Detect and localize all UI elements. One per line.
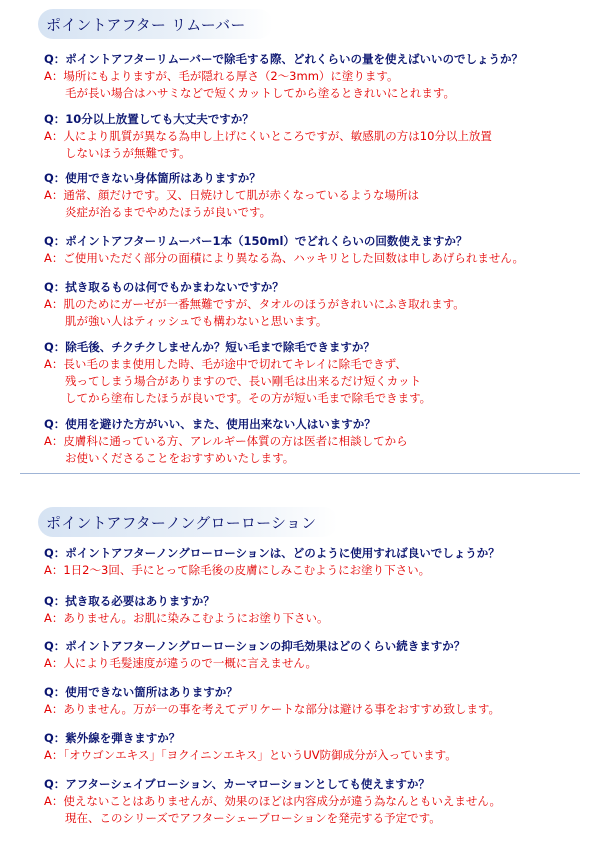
faq-question: Q：ポイントアフターリムーバー1本（150ml）でどれくらいの回数使えますか？ [44, 234, 468, 248]
faq-answer: A：肌のためにガーゼが一番無難ですが、タオルのほうがきれいにふき取れます。 [44, 297, 465, 311]
faq-item [44, 170, 584, 221]
faq-item [44, 416, 584, 467]
section-title-text: ポイントアフターノングローローション [46, 513, 317, 532]
faq-item [44, 279, 584, 330]
faq-item [44, 545, 584, 579]
faq-question: Q：ポイントアフターノングローローションは、どのように使用すれば良いでしょうか？ [44, 546, 500, 560]
faq-answer: A：使えないことはありませんが、効果のほどは内容成分が違う為なんともいえません。 [44, 794, 502, 808]
faq-item [44, 776, 584, 827]
faq-question: Q：使用できない身体箇所はありますか？ [44, 171, 261, 185]
faq-answer: A：場所にもよりますが、毛が隠れる厚さ（2～3mm）に塗ります。 [44, 69, 399, 83]
faq-item [44, 593, 584, 627]
faq-answer: 肌が強い人はティッシュでも構わないと思います。 [65, 314, 328, 328]
faq-answer: A：通常、顔だけです。又、日焼けして肌が赤くなっているような場所は [44, 188, 419, 202]
faq-answer: 現在、このシリーズでアフターシェーブローションを発売する予定です。 [65, 811, 441, 825]
faq-answer: A：人により肌質が異なる為申し上げにくいところですが、敏感肌の方は10分以上放置 [44, 129, 492, 143]
faq-question: Q：除毛後、チクチクしませんか？短い毛まで除毛できますか？ [44, 340, 375, 354]
faq-item [44, 638, 584, 672]
faq-answer: A：長い毛のまま使用した時、毛が途中で切れてキレイに除毛できず、 [44, 357, 407, 371]
faq-question: Q：使用を避けた方がいい、また、使用出来ない人はいますか？ [44, 417, 376, 431]
faq-answer: お使いくださることをおすすめいたします。 [65, 451, 295, 465]
faq-item [44, 111, 584, 162]
faq-answer: しないほうが無難です。 [65, 146, 191, 160]
faq-question: Q：拭き取る必要はありますか？ [44, 594, 215, 608]
faq-answer: A：1日2～3回、手にとって除毛後の皮膚にしみこむようにお塗り下さい。 [44, 563, 431, 577]
faq-answer: A：人により毛髪速度が違うので一概に言えません。 [44, 656, 318, 670]
faq-question: Q：アフターシェイブローション、カーマローションとしても使えますか？ [44, 777, 430, 791]
section-title-text: ポイントアフター リムーバー [46, 15, 246, 34]
faq-item [44, 51, 584, 102]
faq-answer: A：ありません。万が一の事を考えてデリケートな部分は避ける事をおすすめ致します。 [44, 702, 501, 716]
faq-question: Q：紫外線を弾きますか？ [44, 731, 181, 745]
faq-question: Q：ポイントアフターリムーバーで除毛する際、どれくらいの量を使えばいいのでしょうか？ [44, 52, 523, 66]
faq-item [44, 233, 584, 267]
section-title-lotion [38, 507, 338, 537]
faq-question: Q：ポイントアフターノングローローションの抑毛効果はどのくらい続きますか？ [44, 639, 466, 653]
faq-item [44, 684, 584, 718]
faq-answer: してから塗布したほうが良いです。その方が短い毛まで除毛できます。 [65, 391, 432, 405]
section-title-remover [38, 9, 273, 39]
faq-question: Q：10分以上放置しても大丈夫ですか？ [44, 112, 254, 126]
faq-item [44, 339, 584, 407]
faq-answer: 炎症が治るまでやめたほうが良いです。 [65, 205, 272, 219]
faq-answer: 残ってしまう場合がありますので、長い剛毛は出来るだけ短くカット [65, 374, 422, 388]
faq-item [44, 730, 584, 764]
faq-answer: A：「オウゴンエキス」「ヨクイニンエキス」というUV防御成分が入っています。 [44, 748, 457, 762]
faq-question: Q：使用できない箇所はありますか？ [44, 685, 238, 699]
faq-answer: A：ご使用いただく部分の面積により異なる為、ハッキリとした回数は申しあげられません。 [44, 251, 525, 265]
faq-answer: 毛が長い場合はハサミなどで短くカットしてから塗るときれいにとれます。 [65, 86, 455, 100]
faq-answer: A：ありません。お肌に染みこむようにお塗り下さい。 [44, 611, 329, 625]
faq-answer: A：皮膚科に通っている方、アレルギー体質の方は医者に相談してから [44, 434, 408, 448]
faq-question: Q：拭き取るものは何でもかまわないですか？ [44, 280, 284, 294]
section-divider [20, 473, 580, 474]
